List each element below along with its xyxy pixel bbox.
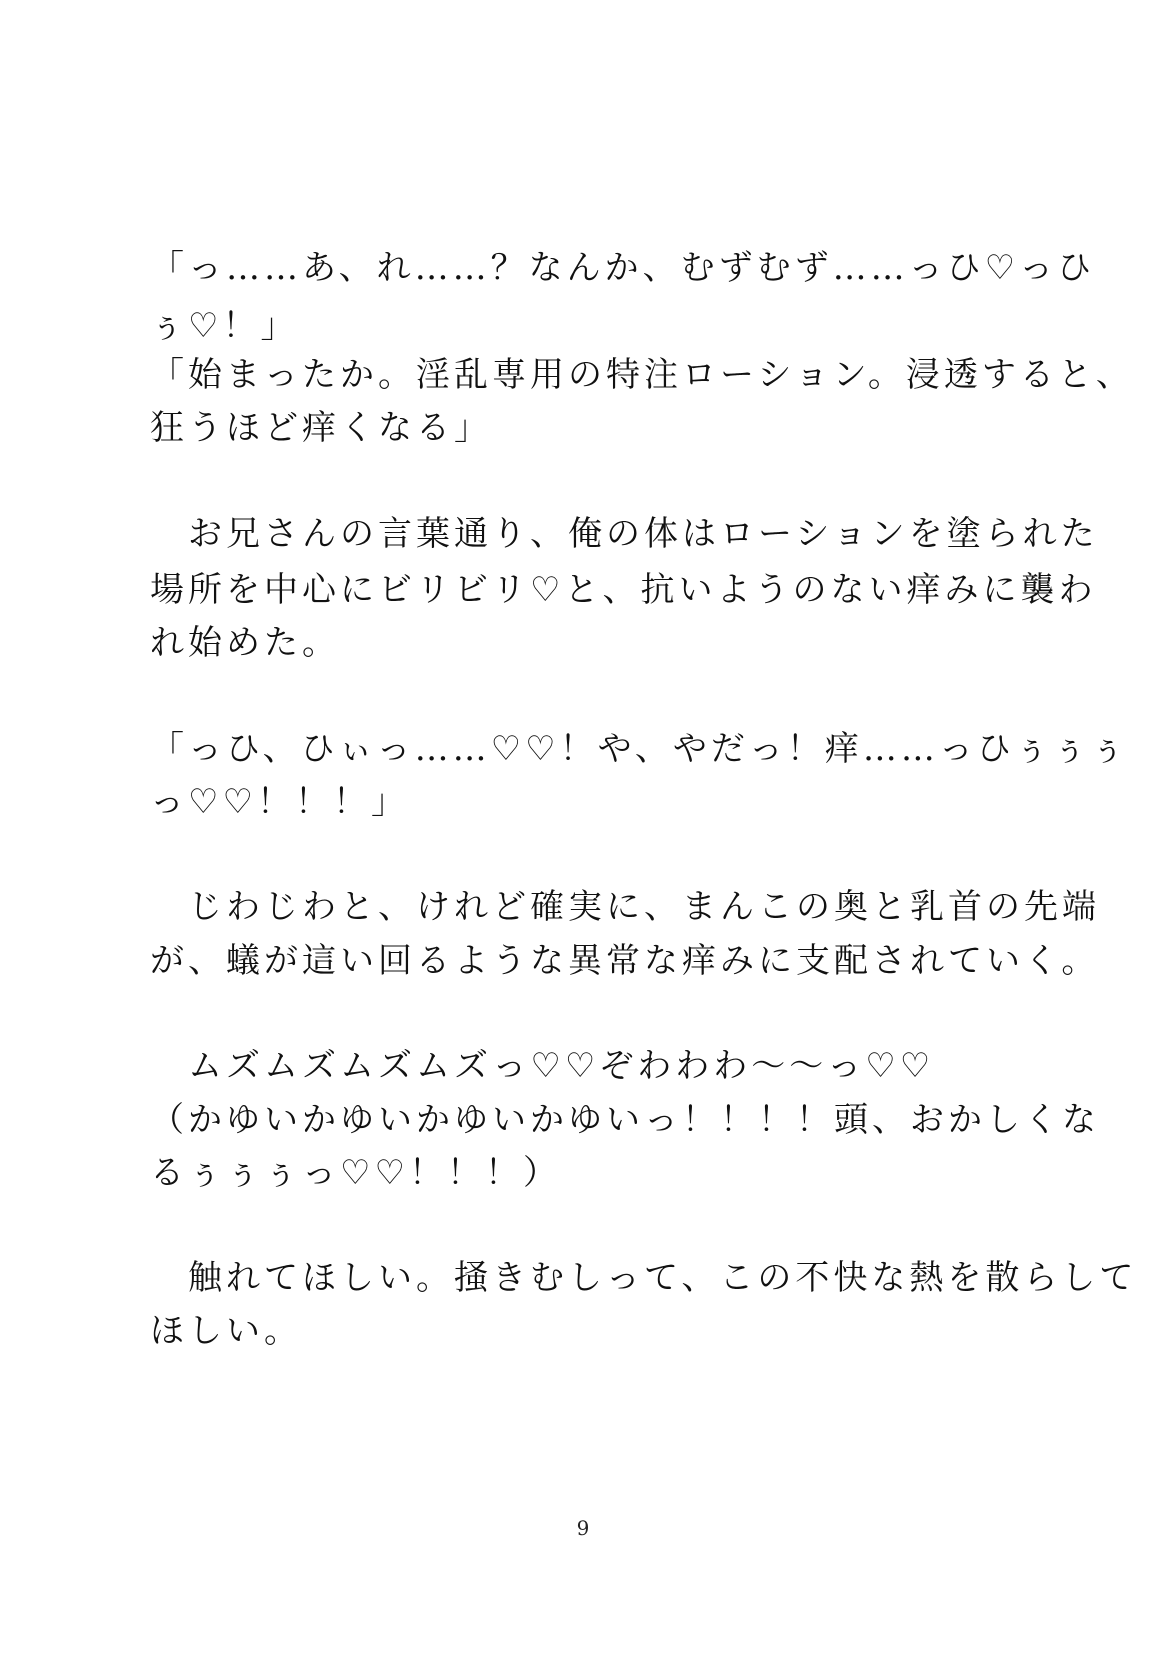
text-line: ほしい。 bbox=[150, 1311, 302, 1351]
text-line: お兄さんの言葉通り、俺の体はローションを塗られた bbox=[150, 514, 1099, 554]
text-line: ムズムズムズムズっ♡♡ぞわわわ〜〜っ♡♡ bbox=[150, 1046, 935, 1086]
text-line: 「っ……あ、れ……？なんか、むずむず……っひ♡っひ bbox=[150, 248, 1096, 288]
page-number: 9 bbox=[576, 1516, 590, 1540]
text-line: 「始まったか。淫乱専用の特注ローション。浸透すると、 bbox=[150, 355, 1134, 395]
text-line: 狂うほど痒くなる」 bbox=[150, 408, 492, 448]
text-line: れ始めた。 bbox=[150, 623, 340, 663]
text-line: 触れてほしい。掻きむしって、この不快な熱を散らして bbox=[150, 1258, 1138, 1298]
text-line: が、蟻が這い回るような異常な痒みに支配されていく。 bbox=[150, 941, 1100, 981]
text-line: るぅぅぅっ♡♡！！！） bbox=[150, 1153, 561, 1193]
text-line: 「っひ、ひぃっ……♡♡！や、やだっ！痒……っひぅぅぅ bbox=[150, 729, 1129, 769]
text-line: じわじわと、けれど確実に、まんこの奥と乳首の先端 bbox=[150, 887, 1100, 927]
text-line: ぅ♡！」 bbox=[150, 306, 299, 346]
text-line: （かゆいかゆいかゆいかゆいっ！！！！頭、おかしくな bbox=[150, 1100, 1100, 1140]
text-line: 場所を中心にビリビリ♡と、抗いようのない痒みに襲わ bbox=[150, 570, 1097, 610]
text-line: っ♡♡！！！」 bbox=[150, 782, 409, 822]
